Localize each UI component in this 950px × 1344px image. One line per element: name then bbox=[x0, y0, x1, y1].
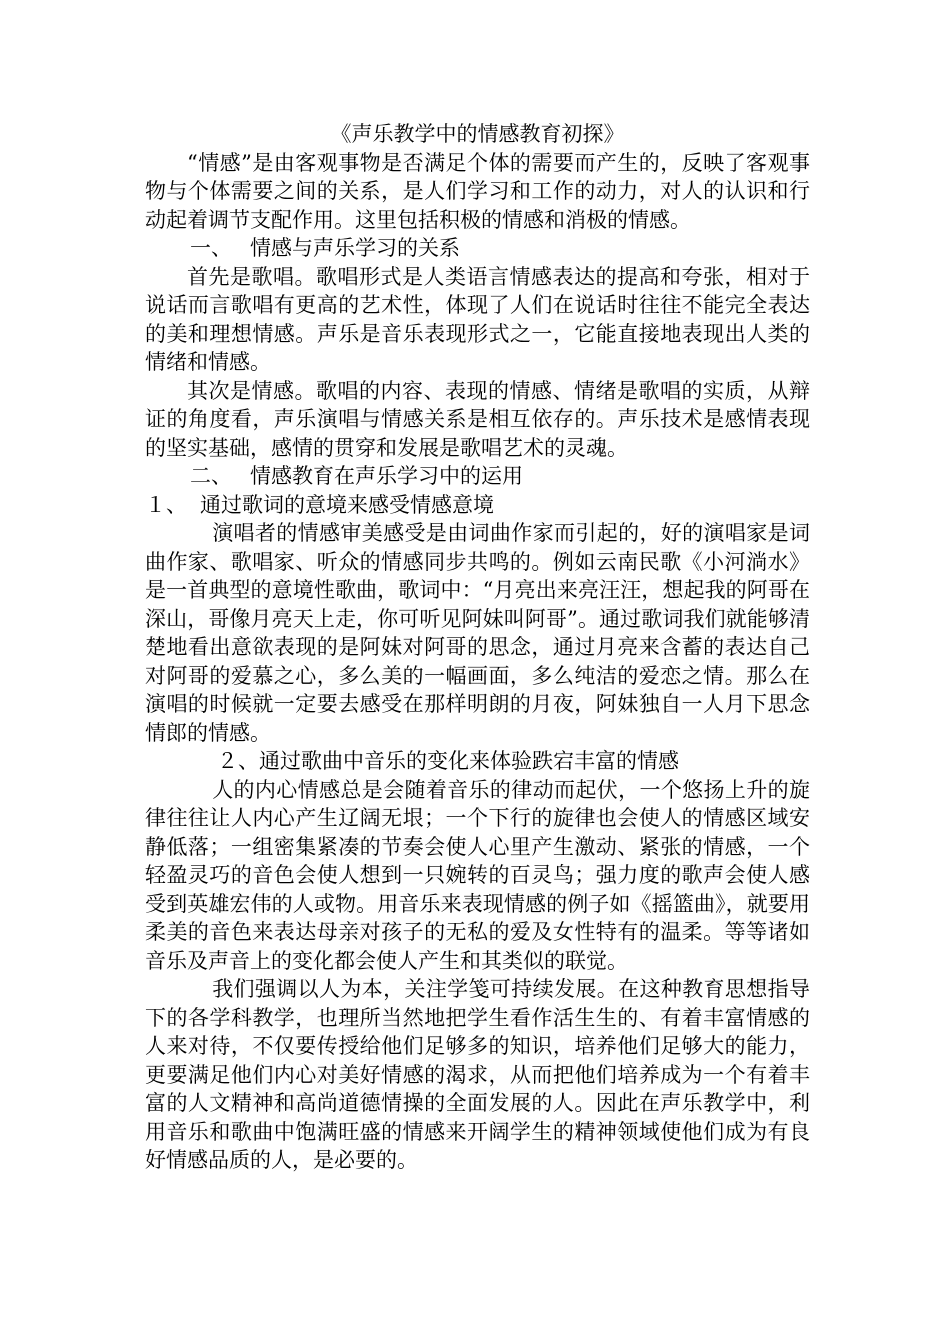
section-title: 情感与声乐学习的关系 bbox=[250, 236, 460, 260]
conclusion-paragraph: 我们强调以人为本，关注学笺可持续发展。在这种教育思想指导下的各学科教学，也理所当然地把学生看作活生生的、有着丰富情感的人来对待，不仅要传授给他们足够多的知识，培养他们足够大的能力，更要满足他们内心对美好情感的渴求，从而把他们培养成为一个有着丰富的人文精神和高尚道德情操的全面发展的人。因此在声乐教学中，利用音乐和歌曲中饱满旺盛的情感来开阔学生的精神领域使他们成为有良好情感品质的人，是必要的。 bbox=[145, 977, 810, 1172]
section-number: 一、 bbox=[190, 236, 232, 260]
intro-paragraph: “情感”是由客观事物是否满足个体的需要而产生的，反映了客观事物与个体需要之间的关系，是人们学习和工作的动力，对人的认识和行动起着调节支配作用。这里包括积极的情感和消极的情感。 bbox=[145, 150, 810, 232]
paragraph: 其次是情感。歌唱的内容、表现的情感、情绪是歌唱的实质，从辩证的角度看，声乐演唱与情感关系是相互依存的。声乐技术是感情表现的坚实基础，感情的贯穿和发展是歌唱艺术的灵魂。 bbox=[145, 378, 810, 460]
section-number: 二、 bbox=[190, 464, 232, 488]
document-page bbox=[145, 120, 810, 1175]
subsection-heading-2: ２、通过歌曲中音乐的变化来体验跌宕丰富的情感 bbox=[217, 749, 679, 773]
subsection-number: １、 bbox=[145, 492, 187, 517]
paragraph: 首先是歌唱。歌唱形式是人类语言情感表达的提高和夸张，相对于说话而言歌唱有更高的艺术性，体现了人们在说话时往往不能完全表达的美和理想情感。声乐是音乐表现形式之一，它能直接地表现出人类的情绪和情感。 bbox=[145, 264, 810, 374]
section-heading-2 bbox=[145, 462, 810, 491]
subsection-heading-1 bbox=[145, 491, 810, 520]
paragraph: 演唱者的情感审美感受是由词曲作家而引起的，好的演唱家是词曲作家、歌唱家、听众的情感同步共鸣的。例如云南民歌《小河淌水》是一首典型的意境性歌曲，歌词中：“月亮出来亮汪汪，想起我的阿哥在深山，哥像月亮天上走，你可听见阿妹叫阿哥”。通过歌词我们就能够清楚地看出意欲表现的是阿妹对阿哥的思念，通过月亮来含蓄的表达自己对阿哥的爱慕之心，多么美的一幅画面，多么纯洁的爱恋之情。那么在演唱的时候就一定要去感受在那样明朗的月夜，阿妹独自一人月下思念情郎的情感。 bbox=[145, 521, 810, 745]
section-heading-1 bbox=[145, 234, 810, 263]
section-title: 情感教育在声乐学习中的运用 bbox=[250, 464, 523, 488]
document-title: 《声乐教学中的情感教育初探》 bbox=[330, 122, 625, 146]
paragraph: 人的内心情感总是会随着音乐的律动而起伏，一个悠扬上升的旋律往往让人内心产生辽阔无垠；一个下行的旋律也会使人的情感区域安静低落；一组密集紧凑的节奏会使人心里产生激动、紧张的情感，一个轻盈灵巧的音色会使人想到一只婉转的百灵鸟；强力度的歌声会使人感受到英雄宏伟的人或物。用音乐来表现情感的例子如《摇篮曲》，就要用柔美的音色来表达母亲对孩子的无私的爱及女性特有的温柔。等等诸如音乐及声音上的变化都会使人产生和其类似的联觉。 bbox=[145, 777, 810, 973]
subsection-title: 通过歌词的意境来感受情感意境 bbox=[200, 492, 494, 517]
